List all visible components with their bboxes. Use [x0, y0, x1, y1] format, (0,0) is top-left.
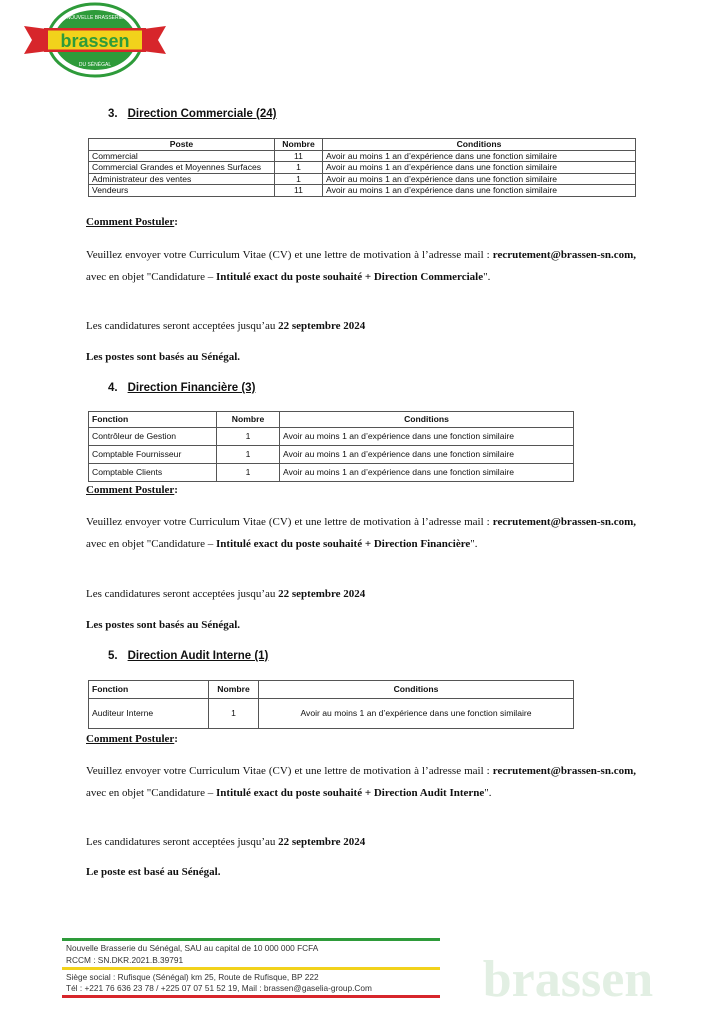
table-row [89, 699, 574, 729]
table-row [89, 185, 636, 197]
how-suffix: : [174, 216, 178, 228]
how-to-apply-heading [86, 484, 178, 496]
table-row [89, 173, 636, 185]
instructions-end: ". [470, 538, 478, 550]
table-row [89, 428, 574, 446]
cell-nombre: 1 [209, 699, 259, 729]
section-heading-audit [108, 650, 268, 662]
footer-bar-red [62, 995, 440, 998]
section-title: Direction Audit Interne (1) [127, 650, 269, 662]
how-label: Comment Postuler [86, 733, 175, 745]
location-line: Le poste est basé au Sénégal. [86, 866, 221, 878]
column-header: Nombre [217, 412, 280, 428]
instructions-text: avec en objet "Candidature – [86, 271, 217, 283]
cell-nombre: 11 [275, 150, 323, 162]
logo-brand-text: brassen [60, 31, 130, 51]
column-header: Fonction [89, 681, 209, 699]
section-heading-financiere [108, 382, 255, 394]
email-link[interactable]: recrutement@brassen-sn.com, [492, 249, 636, 261]
column-header: Nombre [209, 681, 259, 699]
table-row [89, 150, 636, 162]
cell-conditions: Avoir au moins 1 an d’expérience dans une fonction similaire [323, 185, 636, 197]
footer-bar-yellow [62, 967, 440, 970]
email-link[interactable]: recrutement@brassen-sn.com, [492, 765, 636, 777]
instructions-text: Veuillez envoyer votre Curriculum Vitae (CV) et une lettre de motivation à l’adresse mail : [86, 516, 490, 528]
section-number: 5. [108, 650, 118, 662]
how-label: Comment Postuler [86, 484, 175, 496]
footer-company-line: Nouvelle Brasserie du Sénégal, SAU au capital de 10 000 000 FCFA [66, 943, 319, 953]
cell-fonction: Auditeur Interne [89, 699, 209, 729]
how-suffix: : [174, 733, 178, 745]
table-header-row [89, 681, 574, 699]
instructions-end: ". [483, 271, 491, 283]
subject-line: Intitulé exact du poste souhaité + Direction Financière [216, 538, 471, 550]
cell-nombre: 11 [275, 185, 323, 197]
application-instructions [86, 760, 636, 804]
column-header: Conditions [259, 681, 574, 699]
deadline-line [86, 836, 365, 848]
application-instructions [86, 511, 636, 555]
instructions-text: Veuillez envoyer votre Curriculum Vitae (CV) et une lettre de motivation à l’adresse mail : [86, 765, 490, 777]
cell-conditions: Avoir au moins 1 an d’expérience dans une fonction similaire [280, 446, 574, 464]
deadline-date: 22 septembre 2024 [278, 320, 366, 332]
column-header: Poste [89, 139, 275, 151]
deadline-line [86, 320, 365, 332]
instructions-text: avec en objet "Candidature – [86, 787, 217, 799]
cell-nombre: 1 [217, 428, 280, 446]
subject-line: Intitulé exact du poste souhaité + Direction Commerciale [216, 271, 484, 283]
instructions-end: ". [484, 787, 492, 799]
cell-fonction: Comptable Fournisseur [89, 446, 217, 464]
table-row [89, 162, 636, 174]
table-header-row [89, 139, 636, 151]
how-suffix: : [174, 484, 178, 496]
section-title: Direction Commerciale (24) [127, 108, 277, 120]
jobs-table-commerciale [88, 138, 636, 197]
deadline-text: Les candidatures seront acceptées jusqu’au [86, 588, 279, 600]
deadline-text: Les candidatures seront acceptées jusqu’au [86, 836, 279, 848]
table-row [89, 464, 574, 482]
location-line: Les postes sont basés au Sénégal. [86, 351, 241, 363]
cell-fonction: Comptable Clients [89, 464, 217, 482]
subject-line: Intitulé exact du poste souhaité + Direction Audit Interne [216, 787, 485, 799]
cell-fonction: Contrôleur de Gestion [89, 428, 217, 446]
footer-bar-green [62, 938, 440, 941]
section-heading-commerciale [108, 108, 277, 120]
footer-rccm-line: RCCM : SN.DKR.2021.B.39791 [66, 955, 184, 965]
cell-poste: Administrateur des ventes [89, 173, 275, 185]
cell-poste: Vendeurs [89, 185, 275, 197]
deadline-line [86, 588, 365, 600]
cell-conditions: Avoir au moins 1 an d’expérience dans une fonction similaire [323, 162, 636, 174]
deadline-date: 22 septembre 2024 [278, 836, 366, 848]
application-instructions [86, 244, 636, 288]
table-row [89, 446, 574, 464]
cell-conditions: Avoir au moins 1 an d’expérience dans une fonction similaire [323, 150, 636, 162]
cell-conditions: Avoir au moins 1 an d’expérience dans une fonction similaire [323, 173, 636, 185]
brassen-watermark [448, 948, 688, 1008]
cell-nombre: 1 [275, 173, 323, 185]
location-line: Les postes sont basés au Sénégal. [86, 619, 241, 631]
brassen-logo [22, 2, 168, 78]
cell-conditions: Avoir au moins 1 an d’expérience dans une fonction similaire [280, 464, 574, 482]
cell-poste: Commercial [89, 150, 275, 162]
column-header: Nombre [275, 139, 323, 151]
how-to-apply-heading [86, 733, 178, 745]
logo-arc-top: NOUVELLE BRASSERIE [66, 15, 124, 21]
instructions-text: Veuillez envoyer votre Curriculum Vitae (CV) et une lettre de motivation à l’adresse mail : [86, 249, 490, 261]
footer-address-line: Siège social : Rufisque (Sénégal) km 25, Route de Rufisque, BP 222 [66, 972, 319, 982]
cell-conditions: Avoir au moins 1 an d’expérience dans une fonction similaire [280, 428, 574, 446]
footer-contact-line: Tél : +221 76 636 23 78 / +225 07 07 51 52 19, Mail : brassen@gaselia-group.Com [66, 983, 372, 993]
how-to-apply-heading [86, 216, 178, 228]
watermark-text: brassen [482, 951, 654, 1008]
email-link[interactable]: recrutement@brassen-sn.com, [492, 516, 636, 528]
jobs-table-audit [88, 680, 574, 729]
jobs-table-financiere [88, 411, 574, 482]
column-header: Fonction [89, 412, 217, 428]
section-number: 4. [108, 382, 118, 394]
section-number: 3. [108, 108, 118, 120]
deadline-text: Les candidatures seront acceptées jusqu’au [86, 320, 279, 332]
cell-conditions: Avoir au moins 1 an d’expérience dans une fonction similaire [259, 699, 574, 729]
cell-nombre: 1 [275, 162, 323, 174]
deadline-date: 22 septembre 2024 [278, 588, 366, 600]
table-header-row [89, 412, 574, 428]
logo-arc-bottom: DU SÉNÉGAL [78, 62, 112, 68]
column-header: Conditions [280, 412, 574, 428]
cell-nombre: 1 [217, 446, 280, 464]
cell-nombre: 1 [217, 464, 280, 482]
cell-poste: Commercial Grandes et Moyennes Surfaces [89, 162, 275, 174]
instructions-text: avec en objet "Candidature – [86, 538, 217, 550]
section-title: Direction Financière (3) [127, 382, 256, 394]
how-label: Comment Postuler [86, 216, 175, 228]
column-header: Conditions [323, 139, 636, 151]
